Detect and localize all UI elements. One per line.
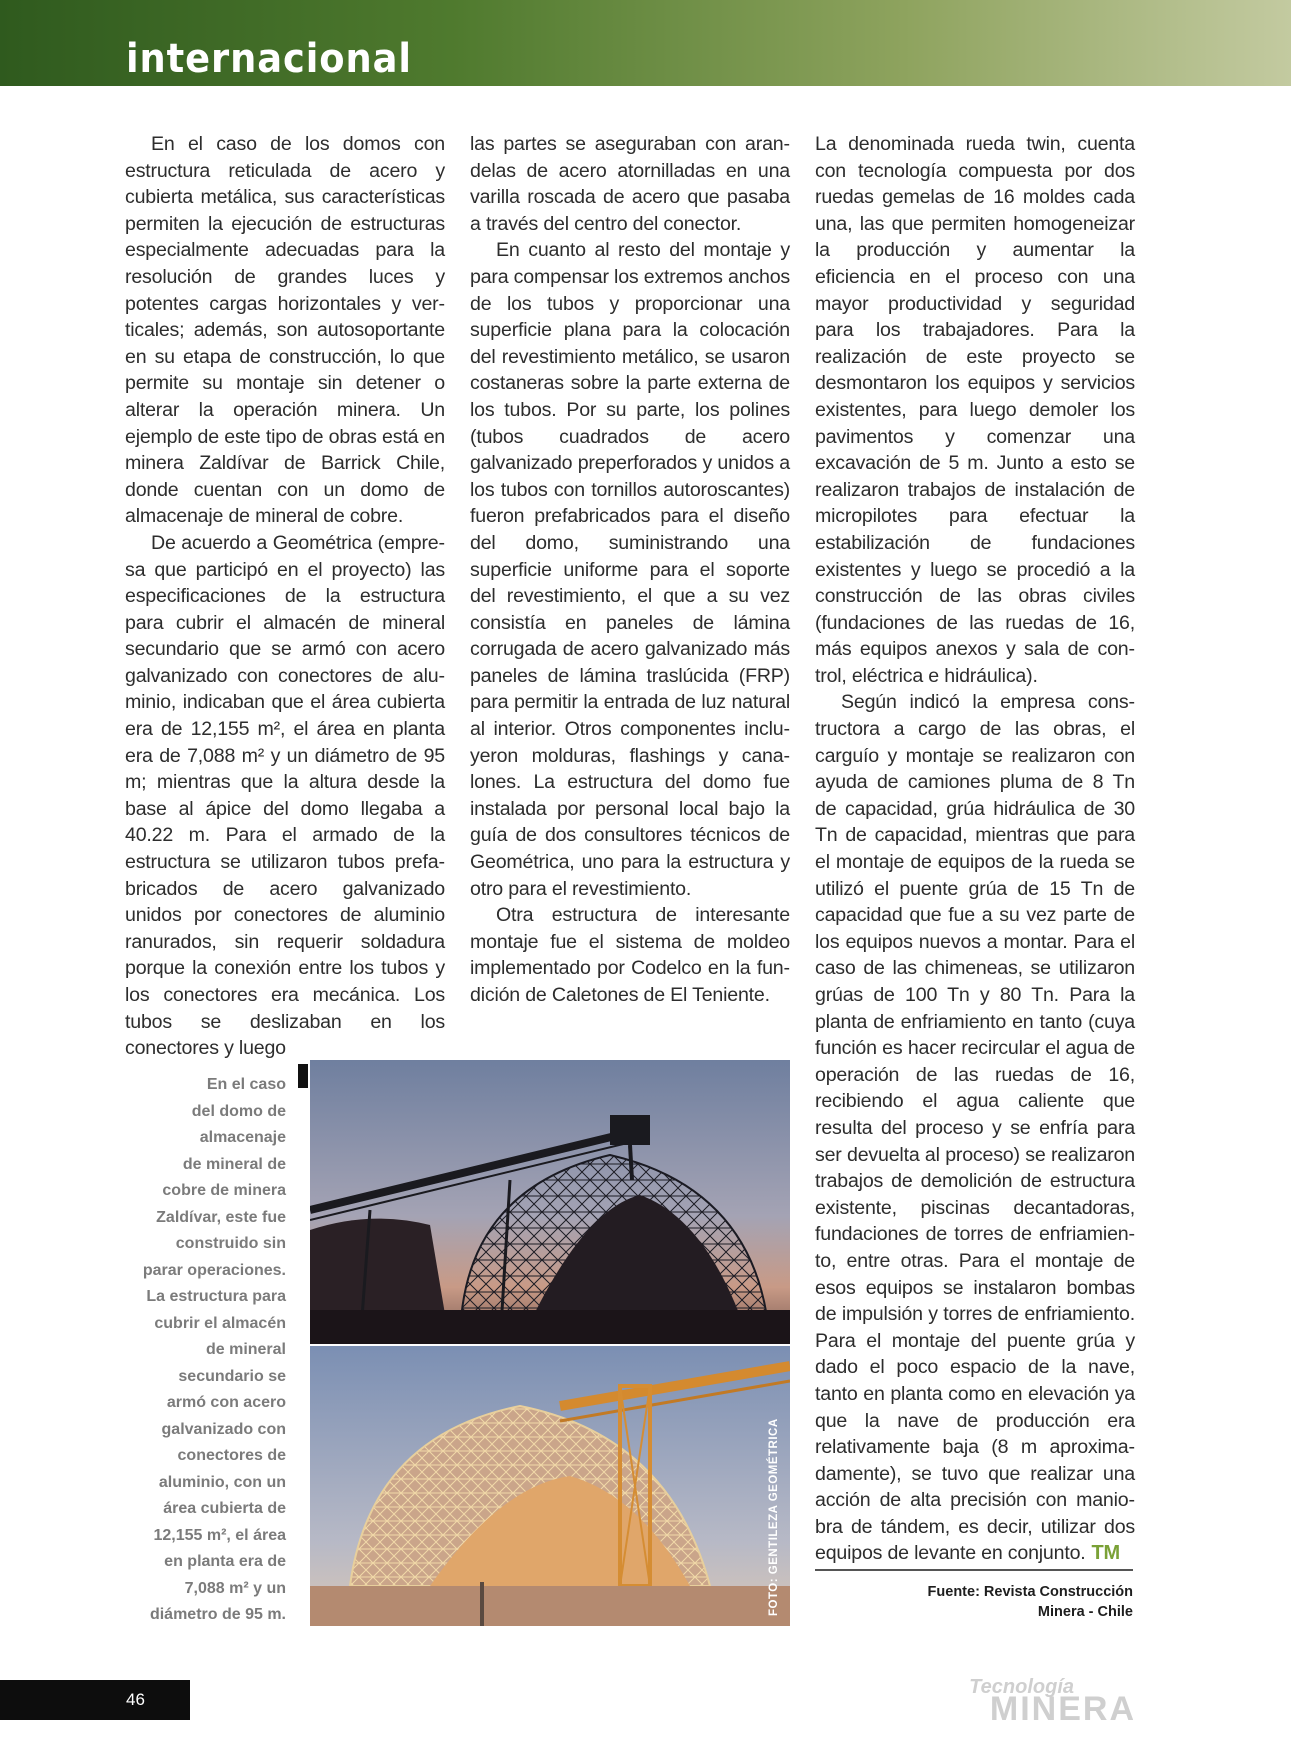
- end-mark-icon: TM: [1091, 1542, 1120, 1565]
- caption-line: 7,088 m² y un: [184, 1579, 286, 1597]
- caption-line: Zaldívar, este fue: [156, 1208, 286, 1226]
- logo-bottom-text: MINERA: [989, 1690, 1136, 1728]
- source-divider: [815, 1569, 1133, 1571]
- caption-line: de mineral de: [182, 1155, 286, 1173]
- source-line: Minera - Chile: [1037, 1604, 1133, 1620]
- magazine-logo: [966, 1676, 1136, 1726]
- caption-line: aluminio, con un: [158, 1473, 286, 1491]
- caption-line: conectores de: [177, 1447, 286, 1464]
- caption-line: construido sin: [175, 1235, 286, 1252]
- caption-line: almacenaje: [199, 1129, 286, 1146]
- dome-illuminated-photo: [310, 1346, 790, 1626]
- caption-line: cobre de minera: [162, 1182, 286, 1199]
- section-title: internacional: [126, 36, 412, 82]
- text-column-1: [125, 131, 445, 1062]
- caption-line: área cubierta de: [163, 1500, 286, 1517]
- paragraph: De acuerdo a Geométrica (empresa que participó en el proyecto) las especificaciones de la estructura para cubrir el almacén de mineral secundario que se armó con acero galvanizado con conectores de aluminio, indicaban que el área cubierta era de 12,155 m², el área en planta era de 7,088 m² y un diámetro de 95 m; mientras que la altura desde la base al ápice del domo llegaba a 40.22 m. Para el armado de la estructura se utilizaron tubos prefabricados de acero galvanizado unidos por conectores de aluminio ranurados, sin requerir soldadura porque la conexión entre los tubos y los conectores era mecánica. Los tubos se deslizaban en los conectores y luego: [125, 531, 445, 1060]
- paragraph-text: Según indicó la empresa constructora a cargo de las obras, el carguío y montaje se realizaron con ayuda de camiones pluma de 8 Tn de capacidad, grúa hidráulica de 30 Tn de capacidad, mientras que para el montaje de equipos de la rueda se utilizó el puente grúa de 15 Tn de capacidad que fue a su vez parte de los equipos nuevos a montar. Para el caso de las chimeneas, se utilizaron grúas de 100 Tn y 80 Tn. Para la planta de enfriamiento en tanto (cuya función es hacer recircular el agua de operación de las ruedas de 16, recibiendo el agua caliente que resulta del proceso y se enfría para ser devuelta al proceso) se realizaron trabajos de demolición de estructura existente, piscinas decantadoras, fundaciones de torres de enfriamiento, entre otras. Para el montaje de esos equipos se instalaron bombas de impulsión y torres de enfriamiento. Para el montaje del puente grúa y dado el poco espacio de la nave, tanto en planta como en elevación ya que la nave de producción era relativamente baja (8 m aproximadamente), se tuvo que realizar una acción de alta precisión con maniobra de tándem, es decir, utilizar dos equipos de levante en conjunto.: [815, 691, 1135, 1565]
- caption-line: en planta era de: [164, 1553, 286, 1570]
- caption-line: En el caso: [206, 1076, 286, 1093]
- caption-line: cubrir el almacén: [154, 1314, 286, 1332]
- paragraph: La denominada rueda twin, cuenta con tecnología compuesta por dos ruedas gemelas de 16 moldes cada una, las que permiten homogeneizar la producción y aumentar la eficiencia en el proceso con una mayor productividad y seguridad para los trabajadores. Para la realización de este proyecto se desmontaron los equipos y servicios existentes, para luego demoler los pavimentos y comenzar una excavación de 5 m. Junto a esto se realizaron trabajos de instalación de micropilotes para efectuar la estabilización de fundaciones existentes y luego se procedió a la construcción de las obras civiles (fundaciones de las ruedas de 16, más equipos anexos y sala de control, eléctrica e hidráulica).: [815, 133, 1135, 687]
- dome-at-dusk-photo: [310, 1060, 790, 1344]
- caption-marker: [298, 1064, 308, 1088]
- text-column-2: [470, 131, 790, 1009]
- paragraph: En el caso de los domos con estructura reticulada de acero y cubierta metálica, sus características permiten la ejecución de estructuras especialmente adecuadas para la resolución de grandes luces y potentes cargas horizontales y verticales; además, son autosoportante en su etapa de construcción, lo que permite su montaje sin detener o alterar la operación minera. Un ejemplo de este tipo de obras está en minera Zaldívar de Barrick Chile, donde cuentan con un domo de almacenaje de mineral de cobre.: [125, 133, 445, 528]
- page-number-box: [0, 1680, 190, 1720]
- page-number: 46: [126, 1690, 145, 1709]
- figure-caption: [120, 1072, 286, 1629]
- photo-panel: [310, 1060, 790, 1626]
- paragraph: las partes se aseguraban con arandelas de acero atornilladas en una varilla roscada de acero que pasaba a través del centro del conector.: [470, 133, 790, 235]
- caption-line: La estructura para: [146, 1288, 286, 1305]
- caption-line: secundario se: [178, 1367, 286, 1385]
- caption-line: armó con acero: [166, 1394, 286, 1411]
- caption-line: 12,155 m², el área: [153, 1526, 286, 1544]
- source-note: [815, 1582, 1133, 1622]
- paragraph: Otra estructura de interesante montaje fue el sistema de moldeo implementado por Codelco en la fundición de Caletones de El Teniente.: [470, 904, 790, 1006]
- caption-line: de mineral: [205, 1341, 286, 1358]
- caption-line: parar operaciones.: [142, 1261, 286, 1279]
- source-line: Fuente: Revista Construcción: [927, 1584, 1133, 1600]
- caption-line: diámetro de 95 m.: [149, 1606, 286, 1623]
- caption-line: galvanizado con: [161, 1420, 286, 1438]
- text-column-3: [815, 131, 1135, 1567]
- logo-top-text: Tecnología: [969, 1676, 1074, 1698]
- photo-credit: FOTO: GENTILEZA GEOMÉTRICA: [768, 1418, 780, 1616]
- caption-line: del domo de: [191, 1102, 286, 1120]
- paragraph: [815, 689, 1135, 1567]
- paragraph: En cuanto al resto del montaje y para compensar los extremos anchos de los tubos y proporcionar una superficie plana para la colocación del revestimiento metálico, se usaron costaneras sobre la parte externa de los tubos. Por su parte, los polines (tubos cuadrados de acero galvanizado preperforados y unidos a los tubos con tornillos autoroscantes) fueron prefabricados para el diseño del domo, suministrando una superficie uniforme para el soporte del revestimiento, el que a su vez consistía en paneles de lámina corrugada de acero galvanizado más paneles de lámina traslúcida (FRP) para permitir la entrada de luz natural al interior. Otros componentes incluyeron molduras, flashings y canalones. La estructura del domo fue instalada por personal local bajo la guía de dos consultores técnicos de Geométrica, uno para la estructura y otro para el revestimiento.: [470, 239, 790, 900]
